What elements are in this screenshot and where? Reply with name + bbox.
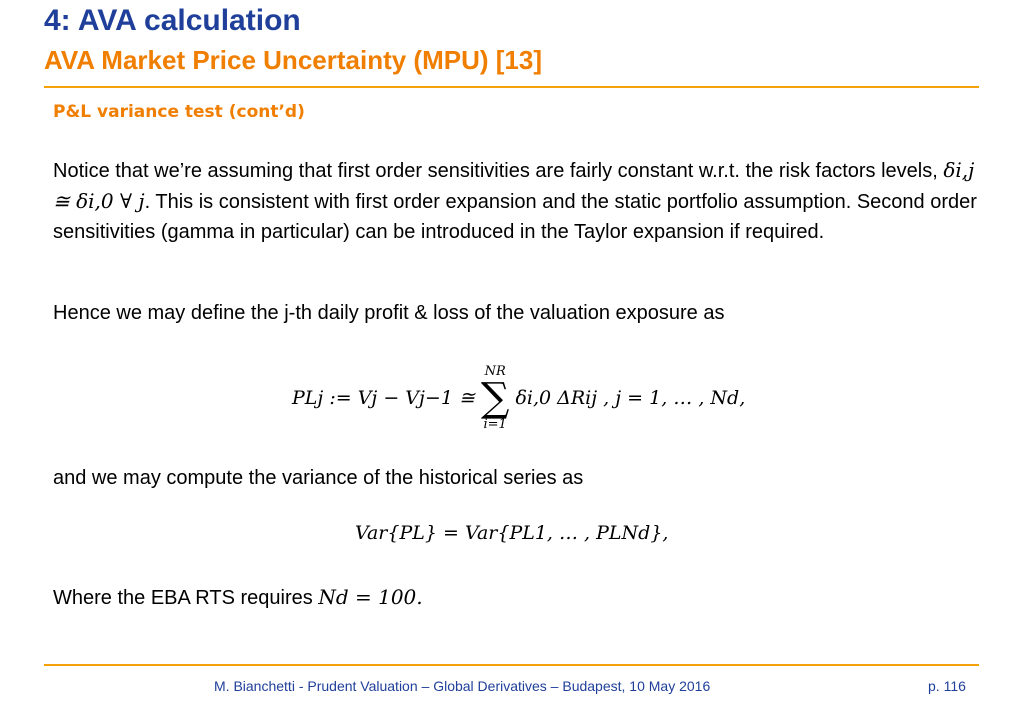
page-number: p. 116 (928, 678, 966, 694)
inline-formula-delta: δi,j ≅ δi,0 ∀ j (53, 158, 975, 213)
slide-subtitle: AVA Market Price Uncertainty (MPU) [13] (44, 45, 542, 75)
inline-formula-nd: Nd = 100. (318, 585, 423, 609)
paragraph-sensitivity-assumption (53, 155, 978, 247)
summation-sign: ∑ (480, 375, 510, 421)
paragraph-pl-definition: Hence we may define the j-th daily profit & loss of the valuation exposure as (53, 302, 725, 324)
paragraph-variance-intro: and we may compute the variance of the historical series as (53, 467, 584, 489)
section-heading: P&L variance test (cont’d) (53, 102, 305, 122)
paragraph-text-end: . This is consistent with first order expansion and the static portfolio assumption. Second order sensitivities (gamma in particular) can be introduced in the Taylor expansion if required. (53, 191, 977, 243)
slide-title: 4: AVA calculation (44, 4, 301, 37)
summation-upper-limit: NR (484, 364, 506, 379)
eba-text: Where the EBA RTS requires (53, 587, 319, 609)
paragraph-eba-requirement (53, 582, 978, 613)
footer-citation: M. Bianchetti - Prudent Valuation – Global Derivatives – Budapest, 10 May 2016 (214, 678, 711, 694)
equation-rhs: δi,0 ΔRij , j = 1, … , Nd, (515, 387, 746, 409)
equation-variance: Var{PL} = Var{PL1, … , PLNd}, (355, 522, 669, 544)
equation-lhs: PLj := Vj − Vj−1 ≅ (292, 387, 475, 409)
header-divider (44, 86, 979, 88)
summation-lower-limit: i=1 (483, 417, 507, 432)
footer-divider (44, 664, 979, 666)
summation (481, 365, 510, 431)
equation-daily-pl (292, 358, 745, 438)
paragraph-text-start: Notice that we’re assuming that first order sensitivities are fairly constant w.r.t. the risk factors levels, (53, 160, 944, 182)
